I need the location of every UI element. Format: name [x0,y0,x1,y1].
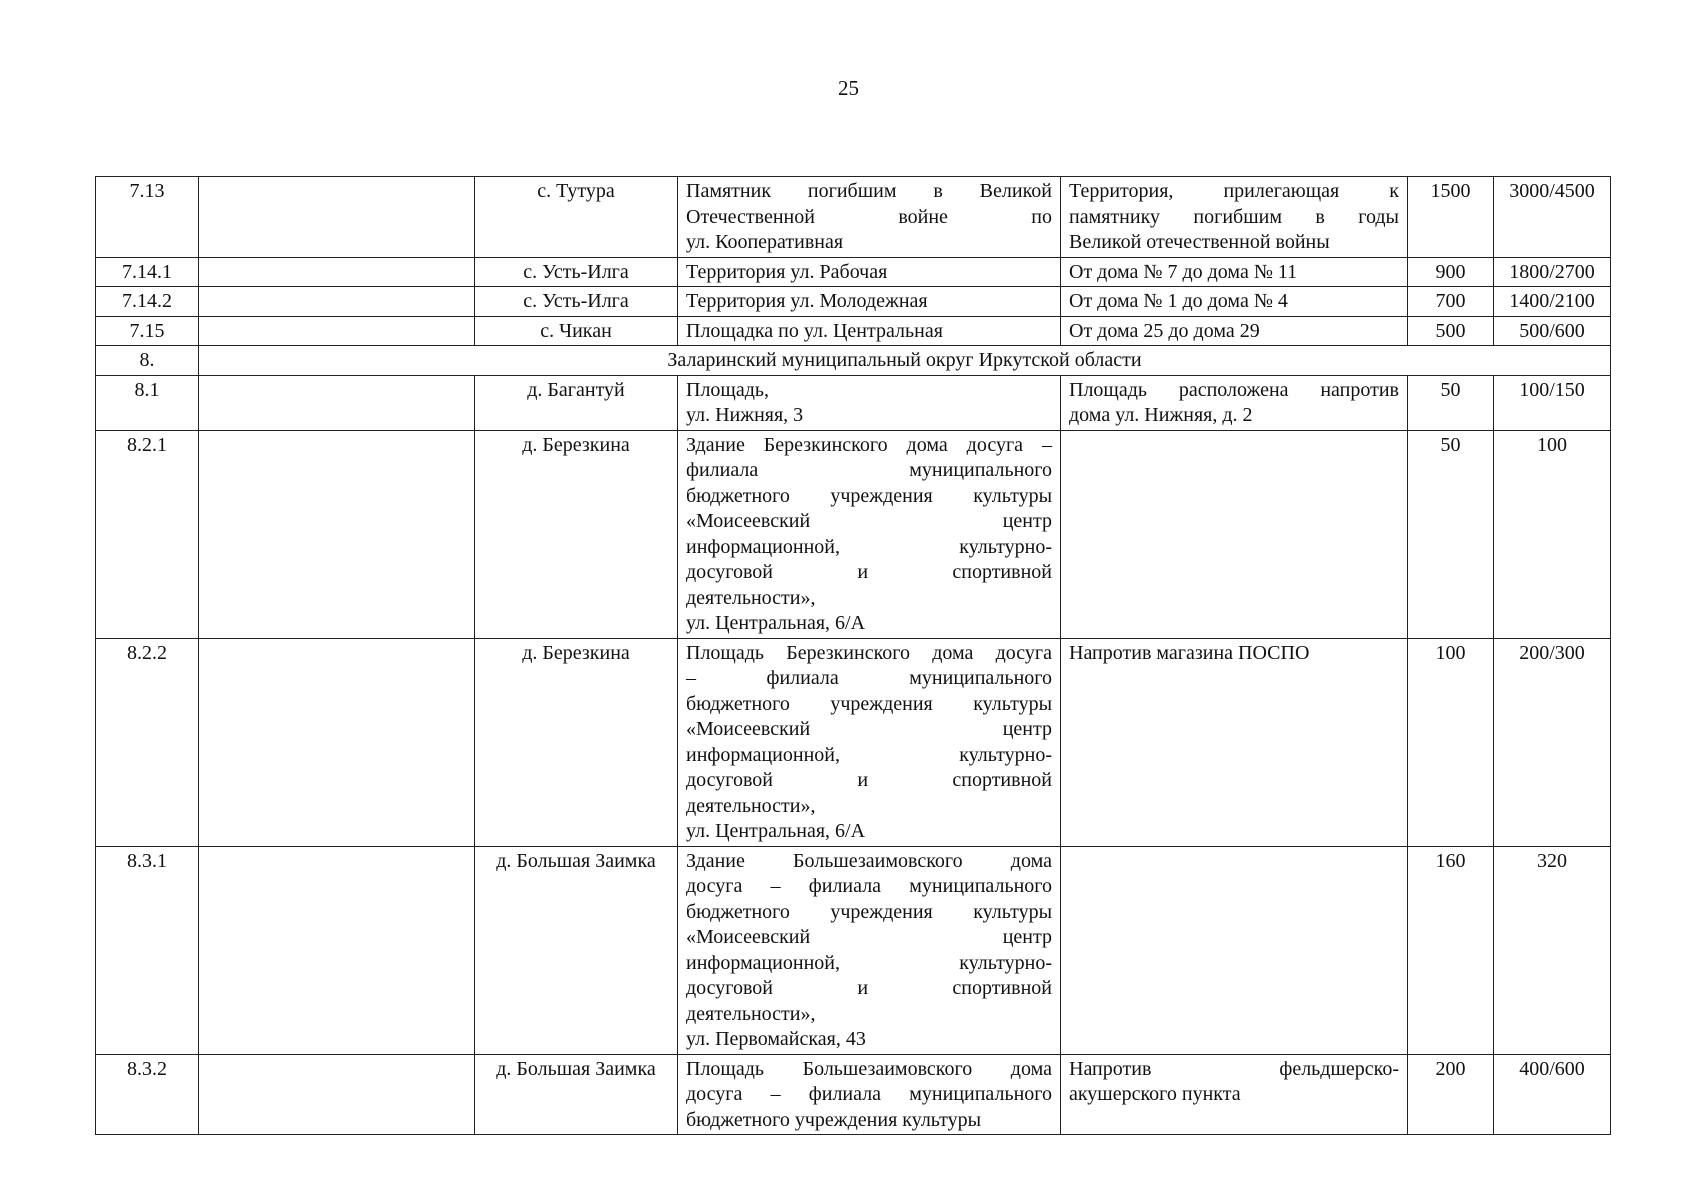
row-location-line: Территория, прилегающая к [1069,180,1399,202]
row-number: 7.15 [96,316,199,346]
row-object-line: информационной, культурно- [686,951,1052,974]
row-number: 8.2.1 [96,430,199,638]
row-object-line: досуга – филиала муниципального [686,1083,1052,1105]
section-title: Заларинский муниципальный округ Иркутской области [199,346,1611,376]
row-location-line: От дома 25 до дома 29 [1069,319,1260,342]
row-location [1061,1054,1408,1135]
row-location [1061,430,1408,638]
row-blank-cell [199,177,475,258]
row-object [678,177,1061,258]
row-location-line: акушерского пункта [1069,1083,1241,1105]
row-location [1061,846,1408,1054]
row-blank-cell [199,430,475,638]
row-area: 200 [1408,1054,1494,1135]
row-object-line: Здание Большезаимовского дома [686,849,1052,872]
row-location-line: Напротив фельдшерско- [1069,1057,1399,1080]
row-area: 900 [1408,257,1494,287]
row-object-line: ул. Нижняя, 3 [686,404,804,426]
row-object-line: филиала муниципального [686,459,1052,481]
row-number: 8.1 [96,375,199,430]
row-object-line: бюджетного учреждения культуры [686,692,1052,715]
row-settlement: с. Тутура [475,177,678,258]
row-object-line: досуговой и спортивной [686,561,1052,583]
row-object-line: деятельности», [686,794,816,817]
row-location-line: Напротив магазина ПОСПО [1069,641,1310,664]
row-capacity: 100/150 [1494,375,1611,430]
row-capacity: 500/600 [1494,316,1611,346]
row-number: 8.3.1 [96,846,199,1054]
row-object-line: бюджетного учреждения культуры [686,484,1052,507]
row-number: 8.3.2 [96,1054,199,1135]
row-object-line: Площадь Большезаимовского дома [686,1057,1052,1080]
row-blank-cell [199,1054,475,1135]
row-location [1061,375,1408,430]
row-settlement: д. Березкина [475,430,678,638]
row-number: 7.13 [96,177,199,258]
row-capacity: 1400/2100 [1494,287,1611,317]
row-area: 100 [1408,638,1494,846]
row-area: 500 [1408,316,1494,346]
row-object-line: досуга – филиала муниципального [686,875,1052,897]
row-capacity: 1800/2700 [1494,257,1611,287]
section-row [96,346,1611,376]
row-area: 700 [1408,287,1494,317]
row-location [1061,257,1408,287]
row-object [678,287,1061,317]
row-capacity: 200/300 [1494,638,1611,846]
row-object-line: ул. Центральная, 6/А [686,612,866,634]
row-location-line: памятнику погибшим в годы [1069,205,1399,228]
row-object-line: – филиала муниципального [686,667,1052,689]
row-number: 7.14.1 [96,257,199,287]
row-capacity: 100 [1494,430,1611,638]
row-location [1061,638,1408,846]
row-object-line: информационной, культурно- [686,535,1052,558]
row-object-line: Площадка по ул. Центральная [686,319,943,342]
facilities-table [95,176,1611,1135]
row-number: 8.2.2 [96,638,199,846]
row-object-line: досуговой и спортивной [686,977,1052,999]
row-object-line: деятельности», [686,1002,816,1025]
row-settlement: д. Большая Заимка [475,846,678,1054]
row-object [678,316,1061,346]
table-row [96,846,1611,1054]
row-location [1061,177,1408,258]
row-object-line: Здание Березкинского дома досуга – [686,433,1052,456]
row-object [678,1054,1061,1135]
row-location [1061,287,1408,317]
row-settlement: с. Усть-Илга [475,287,678,317]
row-object [678,638,1061,846]
table-row [96,375,1611,430]
row-blank-cell [199,638,475,846]
row-settlement: д. Багантуй [475,375,678,430]
row-area: 160 [1408,846,1494,1054]
row-object-line: бюджетного учреждения культуры [686,900,1052,923]
row-blank-cell [199,375,475,430]
table-body [96,177,1611,1135]
row-blank-cell [199,257,475,287]
row-settlement: с. Усть-Илга [475,257,678,287]
row-settlement: д. Большая Заимка [475,1054,678,1135]
table-row [96,638,1611,846]
row-object-line: Площадь, [686,378,769,401]
row-capacity: 400/600 [1494,1054,1611,1135]
row-object-line: Отечественной войне по [686,205,1052,228]
row-object-line: бюджетного учреждения культуры [686,1108,982,1131]
row-area: 50 [1408,430,1494,638]
page-number: 25 [838,76,859,100]
row-settlement: д. Березкина [475,638,678,846]
row-location-line: дома ул. Нижняя, д. 2 [1069,404,1253,426]
row-object-line: информационной, культурно- [686,743,1052,766]
row-object-line: «Моисеевский центр [686,510,1052,532]
row-object-line: Территория ул. Молодежная [686,290,928,312]
row-object [678,257,1061,287]
row-object-line: Территория ул. Рабочая [686,260,888,283]
section-number: 8. [96,346,199,376]
row-area: 1500 [1408,177,1494,258]
row-object-line: Площадь Березкинского дома досуга [686,641,1052,664]
row-capacity: 3000/4500 [1494,177,1611,258]
table-row [96,316,1611,346]
row-object [678,430,1061,638]
row-object-line: «Моисеевский центр [686,926,1052,948]
row-object-line: ул. Центральная, 6/А [686,820,866,842]
row-settlement: с. Чикан [475,316,678,346]
row-area: 50 [1408,375,1494,430]
row-object-line: деятельности», [686,586,816,609]
table-row [96,430,1611,638]
row-capacity: 320 [1494,846,1611,1054]
row-number: 7.14.2 [96,287,199,317]
row-object-line: «Моисеевский центр [686,718,1052,740]
row-object [678,375,1061,430]
row-object [678,846,1061,1054]
row-location-line: Великой отечественной войны [1069,231,1330,253]
row-location-line: От дома № 7 до дома № 11 [1069,260,1298,283]
row-blank-cell [199,846,475,1054]
row-blank-cell [199,316,475,346]
table-row [96,287,1611,317]
row-object-line: ул. Первомайская, 43 [686,1028,866,1050]
row-blank-cell [199,287,475,317]
row-object-line: Памятник погибшим в Великой [686,180,1052,202]
table-row [96,257,1611,287]
row-object-line: досуговой и спортивной [686,769,1052,791]
table-row [96,177,1611,258]
table-row [96,1054,1611,1135]
row-location-line: От дома № 1 до дома № 4 [1069,290,1288,312]
row-object-line: ул. Кооперативная [686,231,844,253]
row-location-line: Площадь расположена напротив [1069,378,1399,401]
row-location [1061,316,1408,346]
